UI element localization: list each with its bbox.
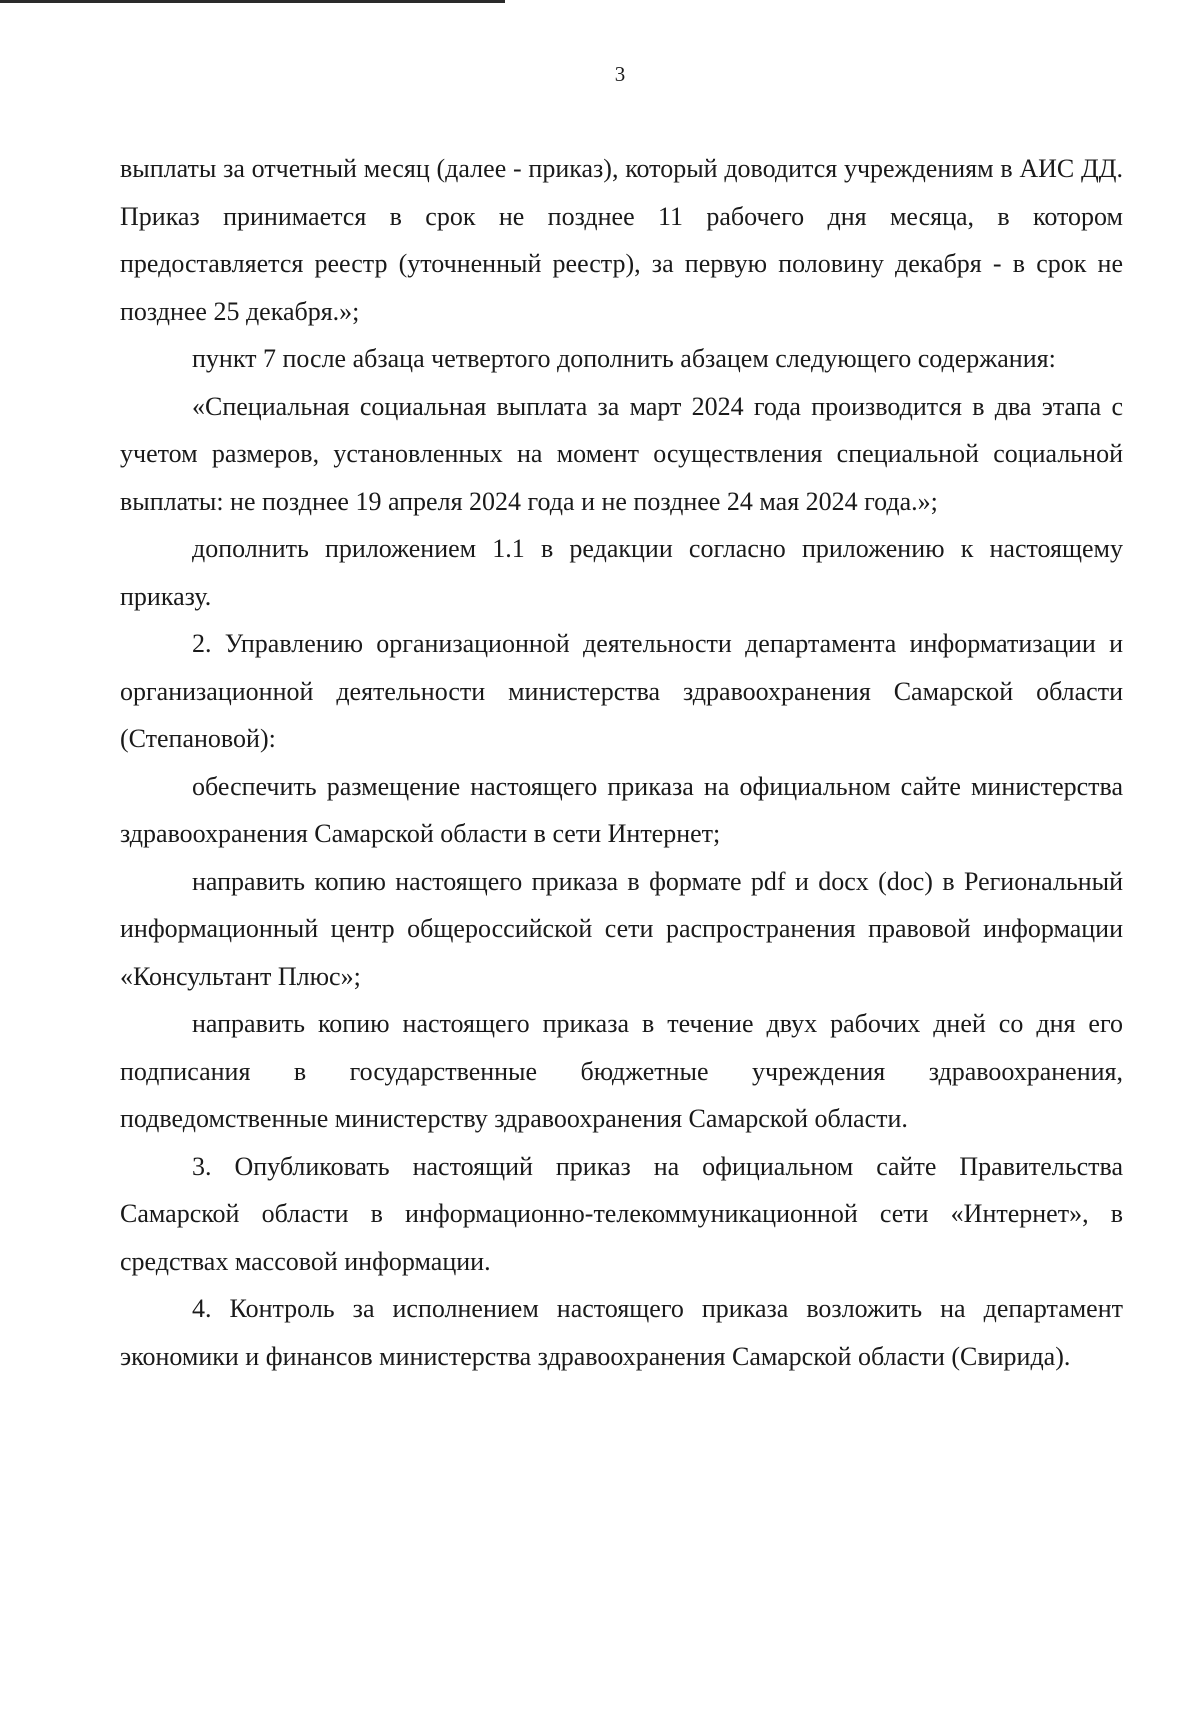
page-number: 3 [614,62,626,86]
paragraph-item-2-institutions: направить копию настоящего приказа в течение двух рабочих дней со дня его подписания в государственные бюджетные учреждения здравоохранения, подведомственные министерству здравоохранения Самарской области. [120,1009,1123,1133]
paragraph-clause-7: пункт 7 после абзаца четвертого дополнить абзацем следующего содержания: [192,344,1056,373]
paragraph-item-2: 2. Управлению организационной деятельности департамента информатизации и организационной деятельности министерства здравоохранения Самарской области (Степановой): [120,629,1123,753]
paragraph-appendix: дополнить приложением 1.1 в редакции согласно приложению к настоящему приказу. [120,534,1123,611]
paragraph-item-3: 3. Опубликовать настоящий приказ на официальном сайте Правительства Самарской области в информационно-телекоммуникационной сети «Интернет», в средствах массовой информации. [120,1151,1123,1276]
paragraph-continuation: выплаты за отчетный месяц (далее - приказ), который доводится учреждениям в АИС ДД. Приказ принимается в срок не позднее 11 рабочего дня месяца, в котором предоставляется реестр (уточненный реестр), за первую половину декабря - в срок не позднее 25 декабря.»; [120,154,1123,326]
paragraph-item-4: 4. Контроль за исполнением настоящего приказа возложить на департамент экономики и финансов министерства здравоохранения Самарской области (Свирида). [120,1294,1123,1371]
scan-edge-line [0,0,505,3]
paragraph-item-2-consultant: направить копию настоящего приказа в формате pdf и docx (doc) в Региональный информационный центр общероссийской сети распространения правовой информации «Консультант Плюс»; [120,866,1123,991]
document-body [120,145,1123,1380]
paragraph-special-payment: «Специальная социальная выплата за март 2024 года производится в два этапа с учетом размеров, установленных на момент осуществления специальной социальной выплаты: не позднее 19 апреля 2024 года и не позднее 24 мая 2024 года.»; [120,391,1123,516]
paragraph-item-2-website: обеспечить размещение настоящего приказа на официальном сайте министерства здравоохранения Самарской области в сети Интернет; [120,771,1123,848]
